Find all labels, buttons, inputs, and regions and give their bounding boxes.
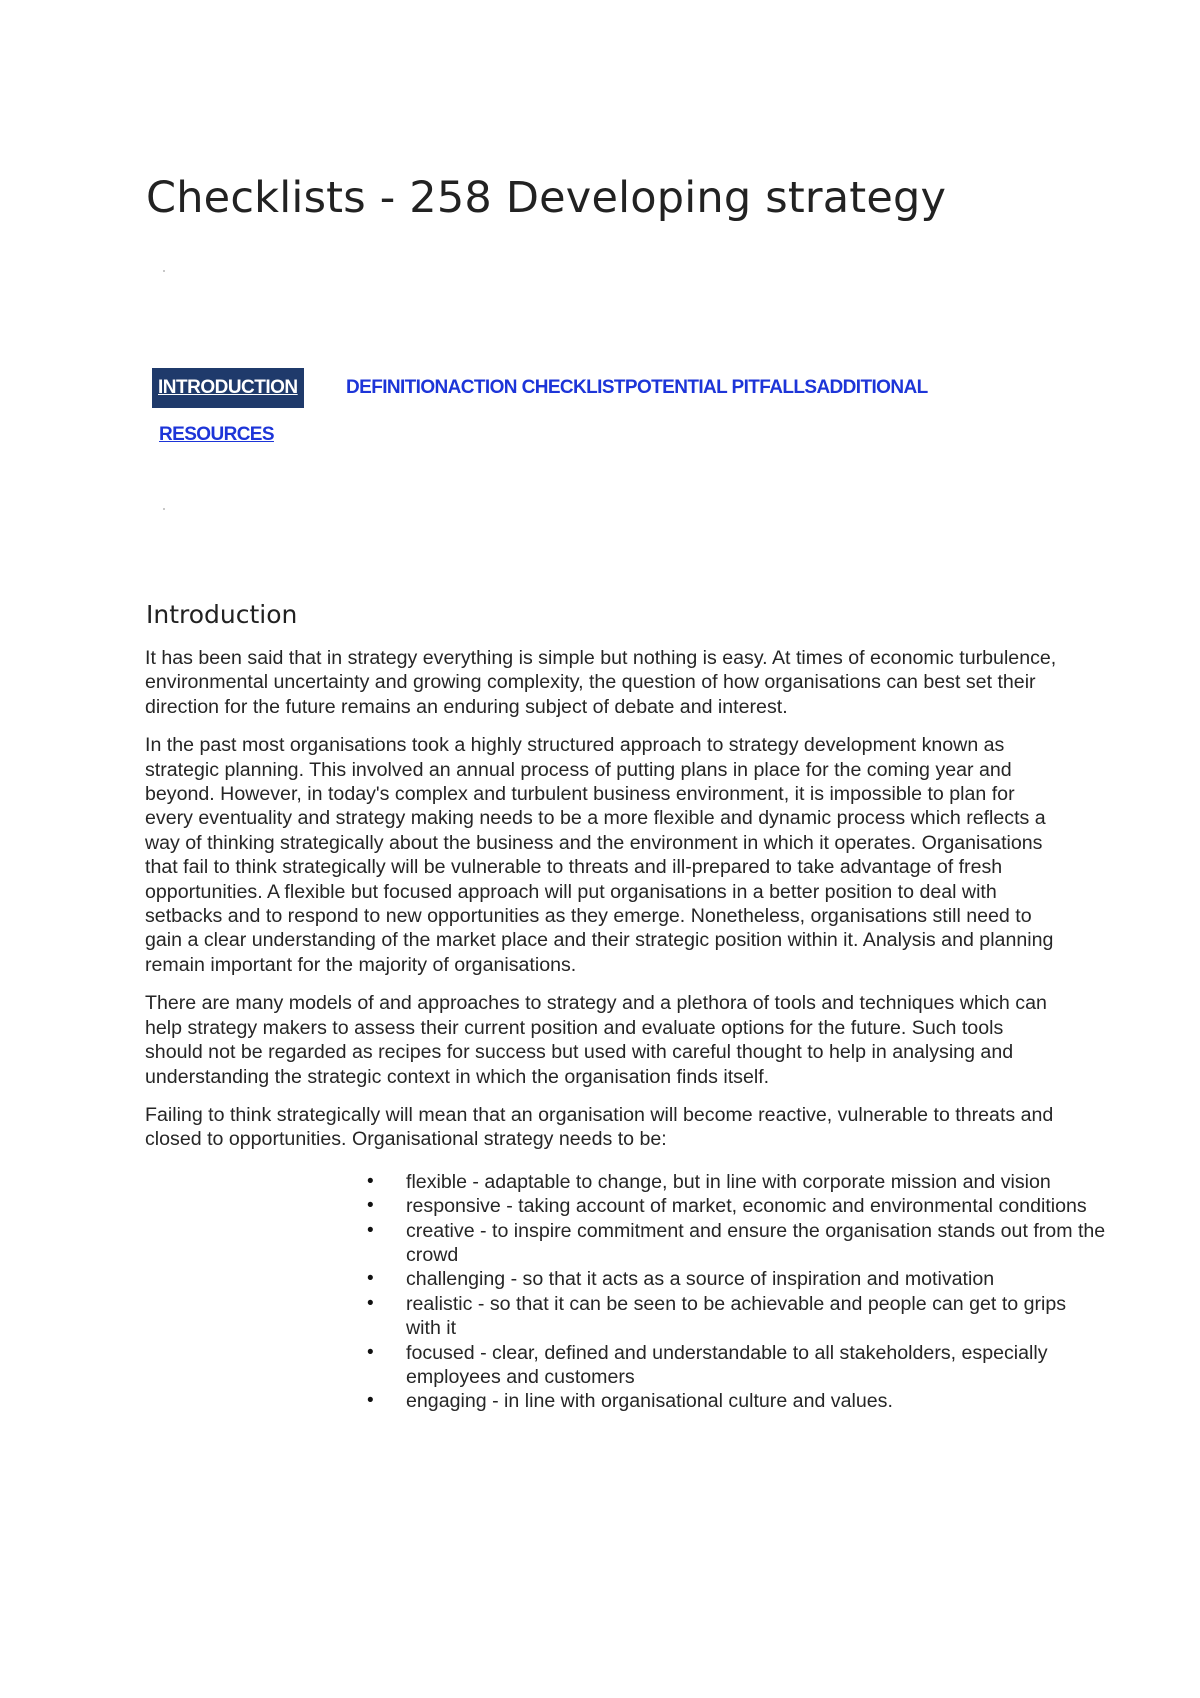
list-item: • responsive - taking account of market, economic and environmental conditions bbox=[367, 1194, 1106, 1218]
tab-additional[interactable]: ADDITIONAL bbox=[816, 377, 928, 398]
list-item: • challenging - so that it acts as a source of inspiration and motivation bbox=[367, 1267, 1106, 1291]
list-item: • flexible - adaptable to change, but in line with corporate mission and vision bbox=[367, 1170, 1106, 1194]
tab-introduction[interactable]: INTRODUCTION bbox=[152, 368, 304, 408]
paragraph: It has been said that in strategy everything is simple but nothing is easy. At times of economic turbulence, environmental uncertainty and growing complexity, the question of how organisations can best set their direction for the future remains an enduring subject of debate and interest. bbox=[145, 647, 1057, 718]
strategy-qualities-list bbox=[145, 1170, 1106, 1414]
list-item: • creative - to inspire commitment and ensure the organisation stands out from the crowd bbox=[367, 1219, 1106, 1268]
spacer-dot bbox=[163, 270, 165, 272]
section-body bbox=[145, 646, 1106, 1414]
list-item: • realistic - so that it can be seen to be achievable and people can get to grips with it bbox=[367, 1292, 1106, 1341]
nav-links-line bbox=[346, 368, 928, 408]
tab-definition[interactable]: DEFINITION bbox=[346, 377, 448, 398]
paragraph: Failing to think strategically will mean that an organisation will become reactive, vulnerable to threats and closed to opportunities. Organisational strategy needs to be: bbox=[145, 1103, 1054, 1151]
tab-resources[interactable]: RESOURCES bbox=[159, 424, 274, 445]
tab-action-checklist[interactable]: ACTION CHECKLIST bbox=[447, 377, 625, 398]
list-item: • focused - clear, defined and understandable to all stakeholders, especially employees and customers bbox=[367, 1341, 1106, 1390]
paragraph: There are many models of and approaches to strategy and a plethora of tools and techniques which can help strategy makers to assess their current position and evaluate options for the future. Such tools should not be regarded as recipes for success but used with careful thought to help in analysing and understanding the strategic context in which the organisation finds itself. bbox=[145, 992, 1047, 1088]
page-title: Checklists - 258 Developing strategy bbox=[146, 173, 947, 223]
spacer-dot bbox=[163, 508, 165, 510]
paragraph: In the past most organisations took a highly structured approach to strategy development known as strategic planning. This involved an annual process of putting plans in place for the coming year and beyond. However, in today's complex and turbulent business environment, it is impossible to plan for every eventuality and strategy making needs to be a more flexible and dynamic process which reflects a way of thinking strategically about the business and the environment in which it operates. Organisations that fail to think strategically will be vulnerable to threats and ill-prepared to take advantage of fresh opportunities. A flexible but focused approach will put organisations in a better position to deal with setbacks and to respond to new opportunities as they emerge. Nonetheless, organisations still need to gain a clear understanding of the market place and their strategic position within it. Analysis and planning remain important for the majority of organisations. bbox=[145, 734, 1054, 976]
list-item: • engaging - in line with organisational culture and values. bbox=[367, 1389, 1106, 1413]
section-heading: Introduction bbox=[146, 600, 298, 629]
tab-potential-pitfalls[interactable]: POTENTIAL PITFALLS bbox=[624, 377, 817, 398]
section-nav bbox=[152, 368, 1072, 458]
